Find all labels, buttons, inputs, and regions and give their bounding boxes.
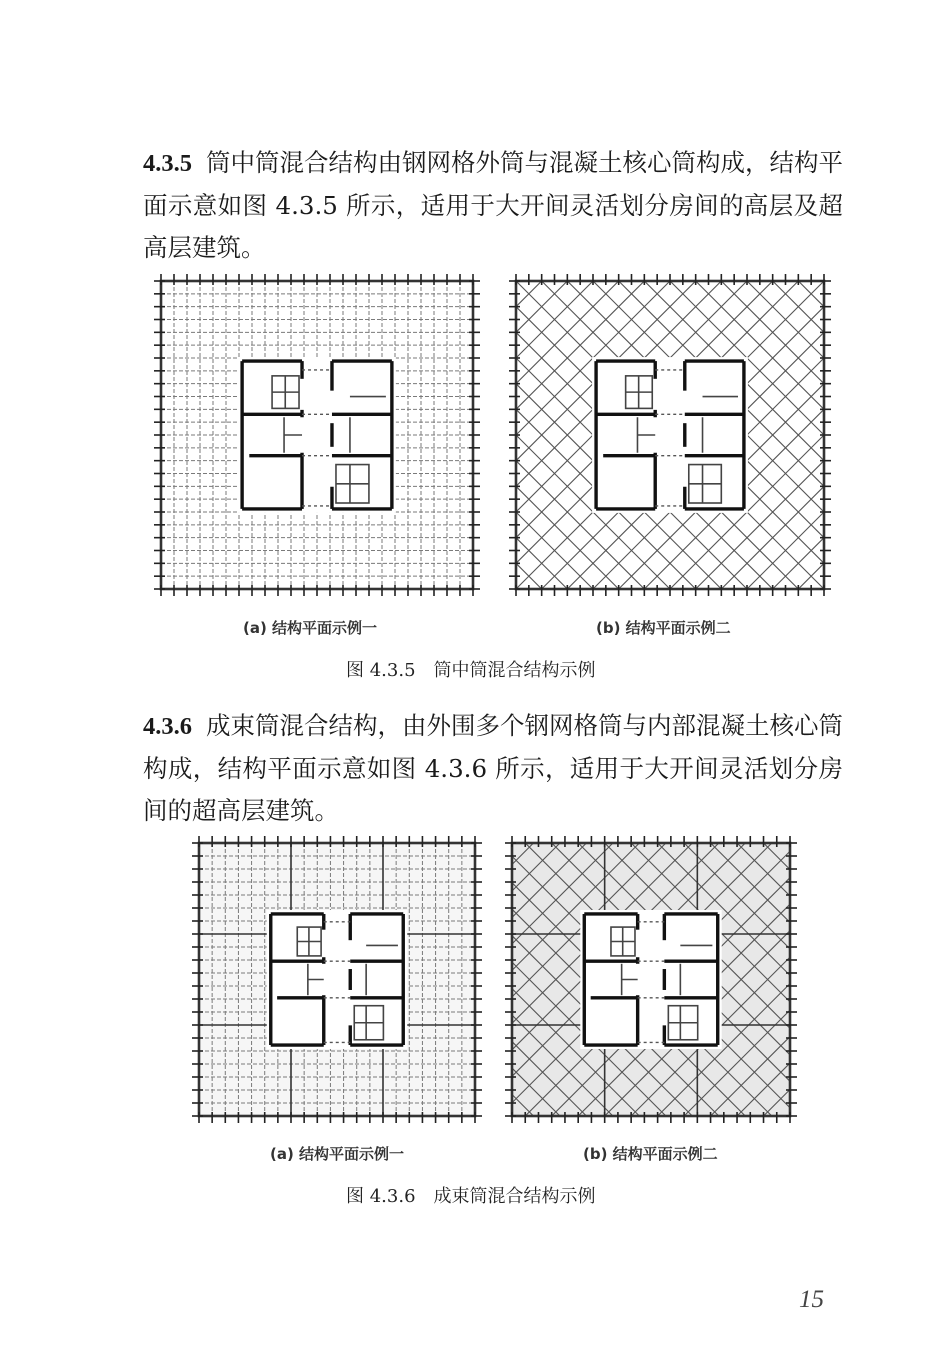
diagonal-member <box>869 843 950 1116</box>
section-text: 成束筒混合结构，由外围多个钢网格筒与内部混凝土核心筒构成，结构平面示意如图 4.3.6 所示，适用于大开间灵活划分房间的超高层建筑。 <box>143 711 843 825</box>
figure-4-3-5-sub-caption-b: (b) 结构平面示例二 <box>596 619 731 637</box>
diagonal-member <box>922 843 950 1116</box>
diagonal-member <box>816 843 950 1116</box>
diagonal-member <box>843 843 950 1116</box>
diagonal-member <box>850 281 950 589</box>
figure-4-3-6-caption: 图 4.3.6 成束筒混合结构示例 <box>346 1186 596 1207</box>
diagonal-member <box>764 843 950 1116</box>
core-backdrop <box>267 910 407 1049</box>
diagonal-member <box>790 843 950 1116</box>
core-backdrop <box>238 357 396 513</box>
diagonal-member <box>764 843 950 1116</box>
diagonal-member <box>896 843 950 1116</box>
diagonal-member <box>875 281 950 589</box>
diagonal-member <box>875 281 950 589</box>
diagonal-member <box>922 843 950 1116</box>
diagonal-member <box>927 281 950 589</box>
figure-4-3-6-sub-caption-b: (b) 结构平面示例二 <box>583 1145 718 1163</box>
plan-4-3-5-a <box>154 274 480 596</box>
figure-4-3-5-caption: 图 4.3.5 筒中筒混合结构示例 <box>346 660 596 681</box>
diagonal-member <box>869 843 950 1116</box>
section-text: 筒中筒混合结构由钢网格外筒与混凝土核心筒构成，结构平面示意如图 4.3.5 所示，适用于大开间灵活划分房间的高层及超高层建筑。 <box>143 148 843 262</box>
diagonal-member <box>824 281 950 589</box>
diagonal-member <box>773 281 950 589</box>
diagonal-member <box>901 281 950 589</box>
diagonal-member <box>843 843 950 1116</box>
diagonal-member <box>721 281 950 589</box>
core-backdrop <box>592 357 748 513</box>
section-number: 4.3.6 <box>143 713 192 740</box>
figure-4-3-6-sub-caption-a: (a) 结构平面示例一 <box>270 1145 405 1163</box>
diagonal-member <box>896 843 950 1116</box>
diagonal-member <box>824 281 950 589</box>
diagonal-member <box>790 843 950 1116</box>
core-backdrop <box>580 910 721 1049</box>
diagonal-member <box>721 281 950 589</box>
section-4-3-6 <box>143 705 843 832</box>
diagonal-member <box>901 281 950 589</box>
figure-4-3-5-sub-caption-a: (a) 结构平面示例一 <box>243 619 378 637</box>
plan-4-3-6-a <box>192 836 482 1123</box>
diagonal-member <box>773 281 950 589</box>
diagonal-member <box>850 281 950 589</box>
diagonal-member <box>927 281 950 589</box>
section-number: 4.3.5 <box>143 150 192 177</box>
diagonal-member <box>816 843 950 1116</box>
page-number: 15 <box>799 1286 824 1313</box>
